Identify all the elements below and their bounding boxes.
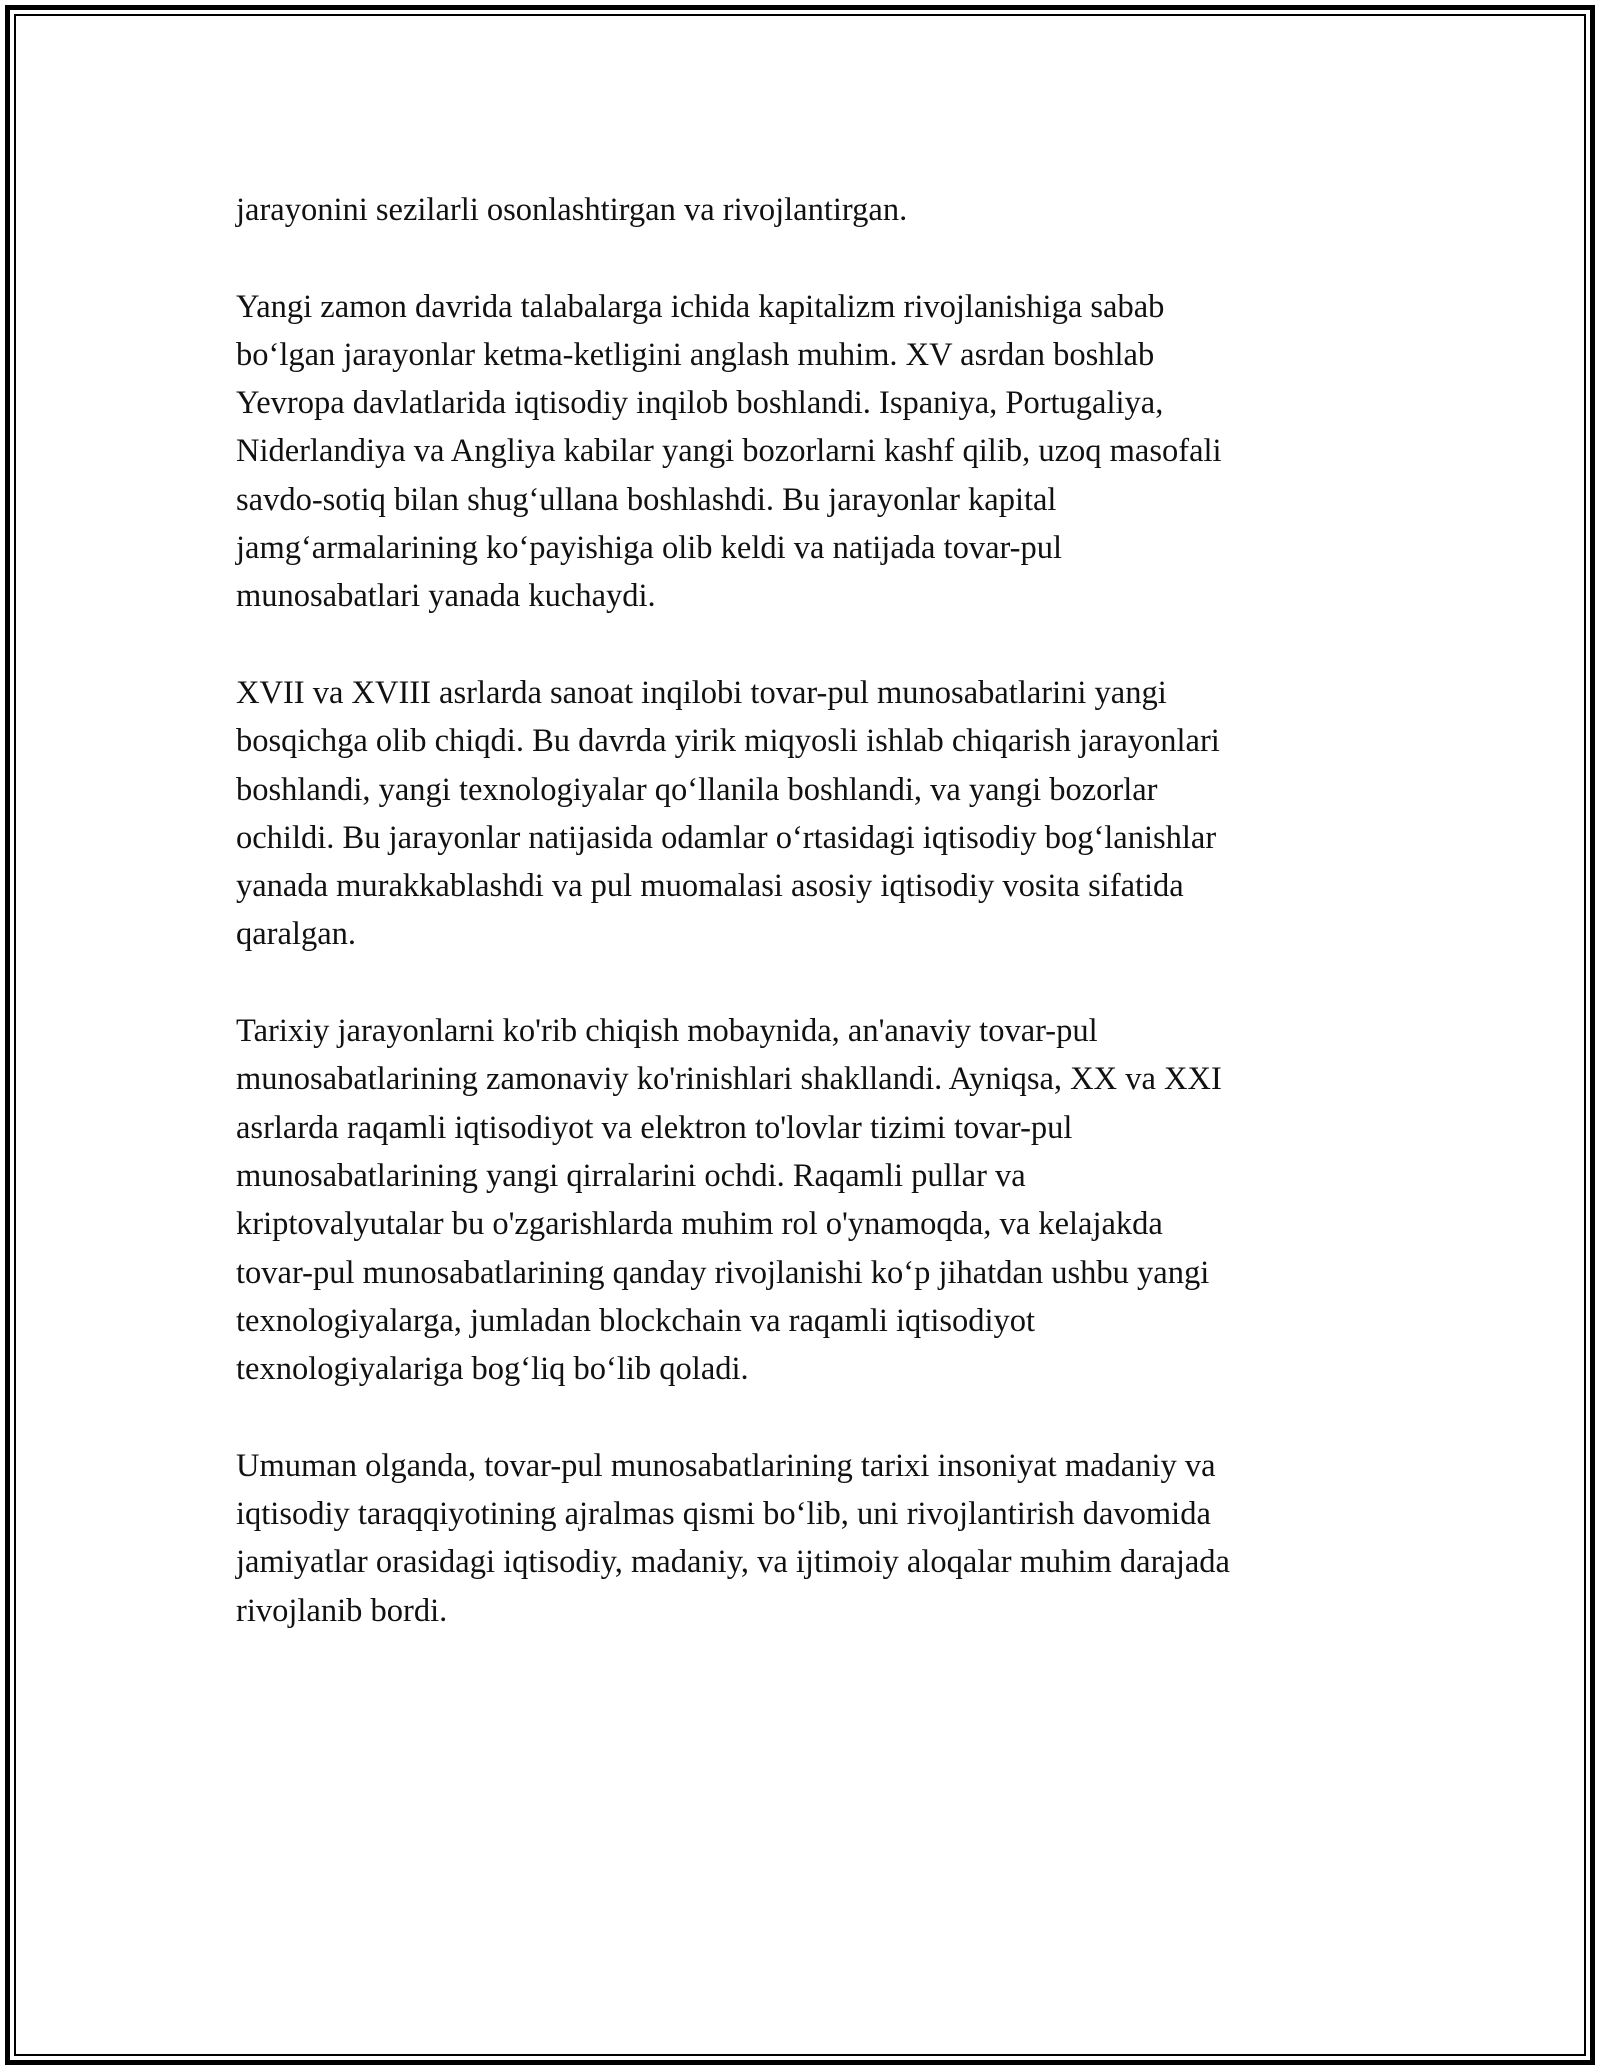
text-line: bosqichga olib chiqdi. Bu davrda yirik miqyosli ishlab chiqarish jarayonlari [236, 723, 1220, 760]
text-line: savdo-sotiq bilan shug‘ullana boshlashdi. Bu jarayonlar kapital [236, 481, 1057, 518]
paragraph-5 [236, 1442, 1371, 1635]
text-line: iqtisodiy taraqqiyotining ajralmas qismi bo‘lib, uni rivojlantirish davomida [236, 1496, 1211, 1533]
text-line: yanada murakkablashdi va pul muomalasi asosiy iqtisodiy vosita sifatida [236, 868, 1184, 905]
text-line: bo‘lgan jarayonlar ketma-ketligini anglash muhim. XV asrdan boshlab [236, 336, 1155, 373]
text-line: boshlandi, yangi texnologiyalar qo‘llanila boshlandi, va yangi bozorlar [236, 771, 1158, 808]
text-line: jarayonini sezilarli osonlashtirgan va rivojlantirgan. [236, 192, 908, 228]
paragraph-2 [236, 283, 1371, 621]
text-line: rivojlanib bordi. [236, 1592, 448, 1629]
text-line: munosabatlarining zamonaviy ko'rinishlari shakllandi. Ayniqsa, XX va XXI [236, 1061, 1222, 1098]
document-body [236, 186, 1371, 1683]
text-line: jamiyatlar orasidagi iqtisodiy, madaniy, va ijtimoiy aloqalar muhim darajada [236, 1544, 1230, 1581]
text-line: qaralgan. [236, 916, 357, 953]
paragraph-3 [236, 669, 1371, 959]
text-line: XVII va XVIII asrlarda sanoat inqilobi tovar-pul munosabatlarini yangi [236, 674, 1167, 711]
text-line: kriptovalyutalar bu o'zgarishlarda muhim rol o'ynamoqda, va kelajakda [236, 1206, 1163, 1243]
text-line: texnologiyalariga bog‘liq bo‘lib qoladi. [236, 1351, 749, 1388]
text-line: Umuman olganda, tovar-pul munosabatlarining tarixi insoniyat madaniy va [236, 1447, 1216, 1484]
text-line: munosabatlarining yangi qirralarini ochdi. Raqamli pullar va [236, 1157, 1026, 1194]
text-line: Tarixiy jarayonlarni ko'rib chiqish mobaynida, an'anaviy tovar-pul [236, 1013, 1098, 1050]
text-line: Yevropa davlatlarida iqtisodiy inqilob boshlandi. Ispaniya, Portugaliya, [236, 385, 1164, 422]
paragraph-4 [236, 1007, 1371, 1393]
text-line: munosabatlari yanada kuchaydi. [236, 578, 656, 615]
text-line: texnologiyalarga, jumladan blockchain va raqamli iqtisodiyot [236, 1302, 1036, 1339]
text-line: ochildi. Bu jarayonlar natijasida odamlar o‘rtasidagi iqtisodiy bog‘lanishlar [236, 819, 1217, 856]
text-line: jamg‘armalarining ko‘payishiga olib keldi va natijada tovar-pul [236, 530, 1063, 567]
text-line: Niderlandiya va Angliya kabilar yangi bozorlarni kashf qilib, uzoq masofali [236, 433, 1222, 470]
text-line: asrlarda raqamli iqtisodiyot va elektron to'lovlar tizimi tovar-pul [236, 1109, 1073, 1146]
text-line: tovar-pul munosabatlarining qanday rivojlanishi ko‘p jihatdan ushbu yangi [236, 1254, 1210, 1291]
text-line: Yangi zamon davrida talabalarga ichida kapitalizm rivojlanishiga sabab [236, 288, 1165, 325]
paragraph-1 [236, 186, 1371, 234]
